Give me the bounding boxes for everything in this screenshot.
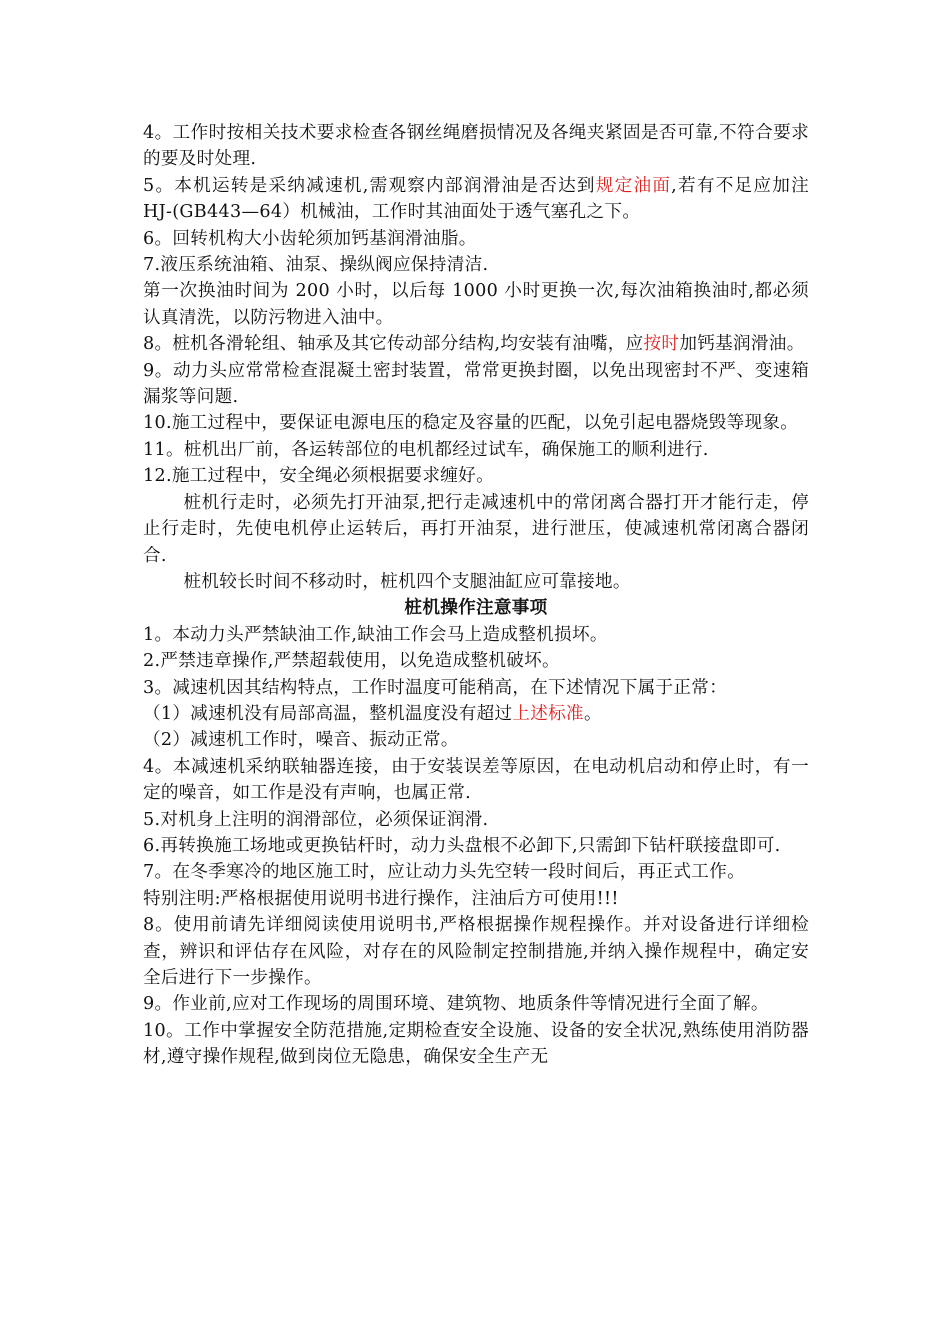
text-run: 3。减速机因其结构特点，工作时温度可能稍高，在下述情况下属于正常： [143,677,728,698]
section-heading [143,595,809,621]
indented-paragraph [143,569,809,595]
text-run: ,若有不足应加注 HJ-(GB443—64）机械油，工作时其油面处于透气塞孔之下。 [143,175,809,223]
paragraph [143,1018,809,1071]
paragraph [143,463,809,489]
text-run: 8。桩机各滑轮组、轴承及其它传动部分结构,均安装有油嘴，应 [143,334,644,355]
text-run: 10。工作中掌握安全防范措施,定期检查安全设施、设备的安全状况,熟练使用消防器材,遵守操作规程,做到岗位无隐患，确保安全生产无 [143,1020,809,1068]
text-run: 10.施工过程中，要保证电源电压的稳定及容量的匹配，以免引起电器烧毁等现象。 [143,413,799,434]
paragraph [143,437,809,463]
text-run: 4。工作时按相关技术要求检查各钢丝绳磨损情况及各绳夹紧固是否可靠,不符合要求的要及时处理. [143,123,809,170]
text-run: 6.再转换施工场地或更换钻杆时，动力头盘根不必卸下,只需卸下钻杆联接盘即可. [143,835,781,856]
paragraph [143,727,809,753]
highlighted-text: 按时 [643,334,680,355]
text-run: 5.对机身上注明的润滑部位，必须保证润滑. [143,809,489,830]
text-run: 12.施工过程中，安全绳必须根据要求缠好。 [143,466,494,487]
paragraph [143,675,809,701]
text-run: 8。使用前请先详细阅读使用说明书,严格根据操作规程操作。并对设备进行详细检查，辨识和评估存在风险，对存在的风险制定控制措施,并纳入操作规程中，确定安全后进行下一步操作。 [143,915,809,988]
paragraph [143,331,809,357]
text-run: 7.液压系统油箱、油泵、操纵阀应保持清洁. [143,255,489,276]
paragraph [143,173,809,226]
paragraph [143,991,809,1017]
paragraph [143,120,809,173]
text-run: 1。本动力头严禁缺油工作,缺油工作会马上造成整机损坏。 [143,624,608,645]
paragraph [143,358,809,411]
highlighted-text: 上述标准 [512,703,584,724]
text-run: 9。动力头应常常检查混凝土密封装置，常常更换封圈，以免出现密封不严、变速箱漏浆等问题. [143,360,809,408]
indented-paragraph [143,490,809,569]
text-run: 2.严禁违章操作,严禁超载使用，以免造成整机破坏。 [143,651,560,672]
text-run: 7。在冬季寒冷的地区施工时，应让动力头先空转一段时间后，再正式工作。 [143,862,745,883]
text-run: 特别注明:严格根据使用说明书进行操作，注油后方可使用!!! [143,888,619,909]
highlighted-text: 规定油面 [595,175,672,196]
text-run: 。 [583,703,602,724]
document-page [143,120,809,1071]
text-run: 桩机行走时，必须先打开油泵,把行走减速机中的常闭离合器打开才能行走，停止行走时，先使电机停止运转后，再打开油泵，进行泄压，使减速机常闭离合器闭合. [143,492,809,566]
text-run: 11。桩机出厂前，各运转部位的电机都经过试车，确保施工的顺利进行. [143,439,709,460]
text-run: 第一次换油时间为 200 小时，以后每 1000 小时更换一次,每次油箱换油时,都必须认真清洗，以防污物进入油中。 [143,281,809,328]
text-run: 6。回转机构大小齿轮须加钙基润滑油脂。 [143,228,477,249]
paragraph [143,833,809,859]
paragraph [143,252,809,278]
paragraph [143,701,809,727]
paragraph [143,410,809,436]
paragraph [143,886,809,912]
text-run: （2）减速机工作时，噪音、振动正常。 [143,730,459,751]
text-run: 桩机操作注意事项 [404,597,548,619]
text-run: 桩机较长时间不移动时，桩机四个支腿油缸应可靠接地。 [183,571,631,592]
paragraph [143,622,809,648]
paragraph [143,648,809,674]
paragraph [143,226,809,252]
paragraph [143,912,809,991]
text-run: 4。本减速机采纳联轴器连接，由于安装误差等原因，在电动机启动和停止时，有一定的噪音，如工作是没有声响，也属正常. [143,756,809,804]
text-run: （1）减速机没有局部高温，整机温度没有超过 [143,703,513,724]
paragraph [143,859,809,885]
text-run: 加钙基润滑油。 [679,334,805,355]
paragraph [143,278,809,331]
text-run: 5。本机运转是采纳减速机,需观察内部润滑油是否达到 [143,175,596,196]
text-run: 9。作业前,应对工作现场的周围环境、建筑物、地质条件等情况进行全面了解。 [143,994,769,1015]
paragraph [143,754,809,807]
paragraph [143,807,809,833]
